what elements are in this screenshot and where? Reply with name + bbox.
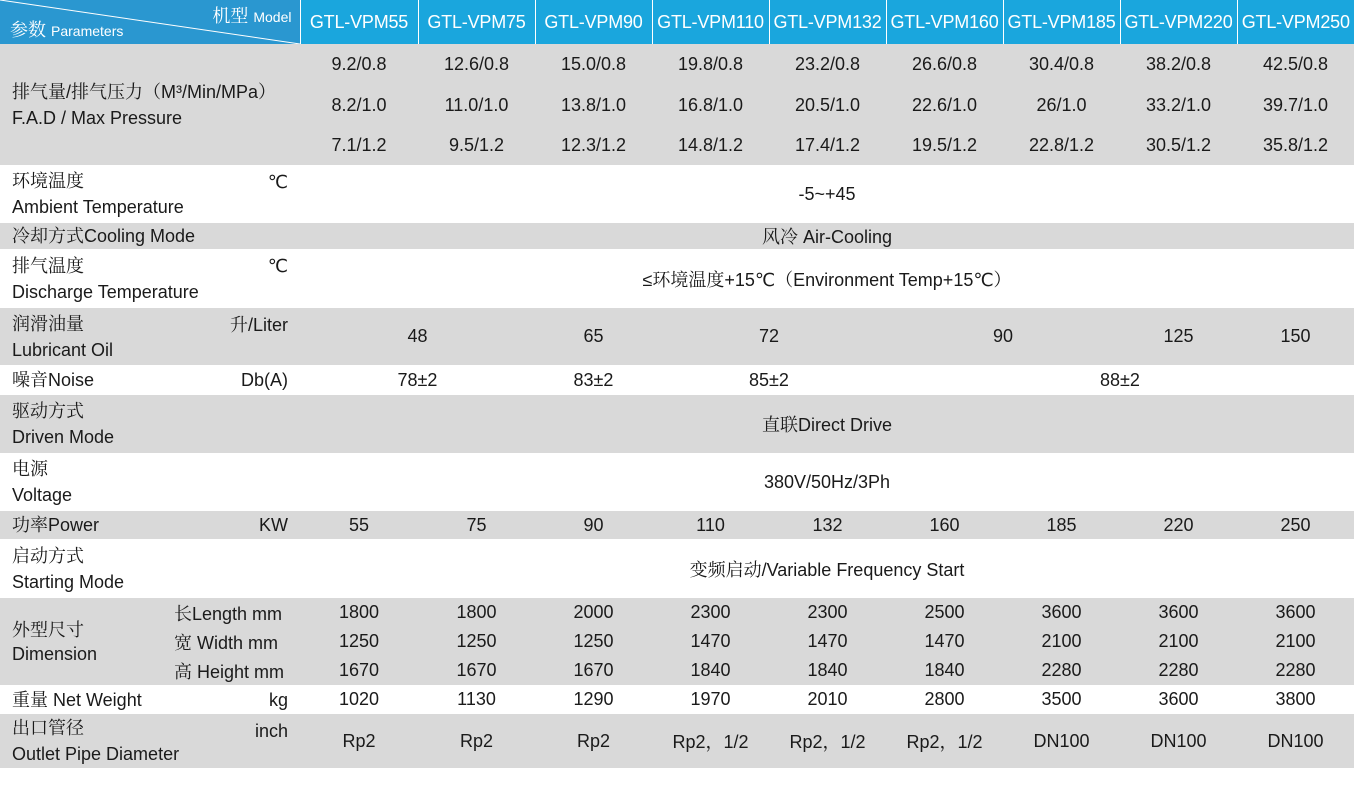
starting-row [0,539,1354,598]
table-cell: 55 [348,514,370,535]
table-cell: 65 [583,326,604,346]
table-cell: 125 [1163,326,1194,346]
table-cell: 2300 [690,602,731,622]
table-cell: 9.2/0.8 [331,54,387,74]
table-cell: 22.8/1.2 [1028,134,1095,155]
table-cell: 风冷 Air-Cooling [761,227,893,247]
table-cell: 1800 [456,602,497,622]
table-cell: 3600 [1158,689,1199,709]
table-cell: 2000 [573,602,614,622]
table-cell: 1250 [456,631,497,651]
table-cell: 2280 [1041,660,1082,680]
table-cell: 3600 [1275,602,1316,622]
table-cell: 1840 [807,660,848,680]
table-cell: ≤环境温度+15℃（Environment Temp+15℃） [642,269,1012,290]
lubricant-row [0,308,1354,365]
table-cell: 2500 [924,602,965,622]
table-cell: 1670 [338,660,380,680]
unit-label: 升/Liter [229,315,288,335]
table-cell: 85±2 [749,369,789,390]
table-cell: 1290 [573,689,614,709]
table-cell: 2010 [807,689,848,709]
table-cell: 15.0/0.8 [560,54,627,74]
table-cell: 16.8/1.0 [677,94,744,115]
table-cell: 3800 [1275,689,1316,709]
noise-label: 噪音Noise Db(A) [0,365,300,395]
table-cell: 2100 [1275,631,1316,651]
table-cell: Rp2，1/2 [906,732,983,752]
unit-label: Db(A) [240,370,288,390]
table-cell: DN100 [1267,730,1324,751]
drive-row [0,395,1354,453]
unit-label: inch [254,721,288,741]
table-cell: 3500 [1041,689,1082,709]
model-col-header: GTL-VPM110 [652,0,769,44]
table-cell: 7.1/1.2 [331,134,387,155]
drive-label: 驱动方式 Driven Mode [12,401,115,447]
header-row [0,0,1354,44]
table-cell: 2280 [1275,660,1316,680]
discharge-row [0,249,1354,308]
table-cell: 132 [812,514,843,535]
table-cell: 直联Direct Drive [761,415,892,435]
table-cell: 1130 [457,689,496,709]
weight-label: 重量 Net Weight kg [0,685,300,714]
power-label: 功率Power KW [0,511,300,539]
table-cell: 38.2/0.8 [1145,54,1212,74]
table-cell: DN100 [1033,730,1090,751]
table-cell: 185 [1046,514,1077,535]
header-corner [0,0,300,44]
table-cell: Rp2 [576,730,611,751]
dimension-label: 外型尺寸 Dimension [0,598,170,685]
table-cell: Rp2，1/2 [672,732,749,752]
unit-label: kg [268,689,288,710]
table-cell: 1470 [924,631,965,651]
table-cell: 26/1.0 [1036,94,1087,115]
table-cell: 1970 [690,689,731,709]
table-cell: 78±2 [397,369,438,390]
starting-label: 启动方式 Starting Mode [12,545,125,592]
table-cell: 220 [1163,514,1194,535]
table-cell: 19.5/1.2 [911,134,978,155]
table-cell: 90 [583,514,604,535]
lubricant-label: 润滑油量 Lubricant Oil 升/Liter [12,313,288,360]
table-cell: 26.6/0.8 [911,54,978,74]
model-header: 机型 Model [212,6,292,26]
model-col-header: GTL-VPM185 [1003,0,1120,44]
discharge-label: 排气温度 Discharge Temperature ℃ [0,249,300,308]
unit-label: KW [259,515,288,535]
table-cell: 160 [929,514,960,535]
weight-row [0,685,1354,714]
table-cell: 11.0/1.0 [444,94,509,115]
voltage-label: 电源 Voltage [12,459,73,505]
dimension-height-label: 高 Height mm [174,661,285,682]
table-cell: 变频启动/Variable Frequency Start [689,559,965,580]
table-cell: 1670 [573,660,614,680]
table-cell: 30.5/1.2 [1145,134,1212,155]
table-cell: -5~+45 [798,183,856,204]
model-col-header: GTL-VPM75 [418,0,535,44]
table-cell: 12.6/0.8 [443,54,510,74]
dimension-length-row [0,598,1354,627]
table-cell: 90 [992,326,1014,346]
table-cell: 1250 [573,631,614,651]
table-cell: 30.4/0.8 [1028,54,1095,74]
table-cell: 2800 [924,689,965,709]
power-row [0,511,1354,539]
table-cell: 1470 [690,631,731,651]
table-cell: 48 [407,326,428,346]
table-cell: 35.8/1.2 [1262,134,1329,155]
model-col-header: GTL-VPM90 [535,0,652,44]
table-cell: 75 [466,514,487,535]
model-col-header: GTL-VPM55 [300,0,418,44]
table-cell: 380V/50Hz/3Ph [763,471,891,492]
table-cell: 110 [696,514,725,535]
table-cell: 83±2 [573,369,614,390]
dimension-width-label: 宽 Width mm [174,632,279,653]
dimension-length-label: 长Length mm [174,603,283,624]
table-cell: 42.5/0.8 [1262,54,1329,74]
outlet-row [0,714,1354,768]
table-cell: 2100 [1041,631,1082,651]
table-cell: 3600 [1158,602,1199,622]
table-cell: 1670 [456,660,497,680]
table-cell: Rp2 [459,730,494,751]
unit-label: ℃ [267,172,288,192]
table-cell: 2100 [1158,631,1199,651]
dimension-width-row [0,627,1354,656]
table-cell: 33.2/1.0 [1145,94,1212,115]
model-col-header: GTL-VPM160 [886,0,1003,44]
table-cell: DN100 [1150,730,1207,751]
unit-label: ℃ [267,256,288,276]
model-col-header: GTL-VPM250 [1237,0,1354,44]
table-cell: Rp2，1/2 [789,732,866,752]
table-cell: 1840 [690,660,731,680]
table-cell: 19.8/0.8 [677,54,744,74]
parameters-header: 参数 Parameters [10,20,124,40]
table-cell: 8.2/1.0 [331,94,387,115]
table-cell: 1470 [807,631,848,651]
table-cell: 1840 [924,660,965,680]
model-col-header: GTL-VPM132 [769,0,886,44]
table-cell: 9.5/1.2 [448,134,505,155]
table-cell: 12.3/1.2 [560,134,627,155]
model-col-header: GTL-VPM220 [1120,0,1237,44]
table-cell: 14.8/1.2 [677,134,744,155]
outlet-label: 出口管径 Outlet Pipe Diameter inch [12,718,288,764]
table-cell: 22.6/1.0 [911,94,978,115]
table-cell: 2300 [807,602,848,622]
table-cell: 88±2 [1100,369,1140,390]
fad-label: 排气量/排气压力（M³/Min/MPa） F.A.D / Max Pressure [0,44,300,165]
table-cell: 17.4/1.2 [794,134,861,155]
table-cell: 150 [1280,326,1311,346]
table-cell: 23.2/0.8 [794,54,861,74]
table-cell: 2280 [1158,660,1199,680]
table-cell: 13.8/1.0 [560,94,627,115]
ambient-row [0,165,1354,223]
fad-row [0,44,1354,85]
table-cell: 3600 [1041,602,1082,622]
table-cell: Rp2 [342,730,376,751]
dimension-height-row [0,656,1354,685]
cooling-label: 冷却方式Cooling Mode [12,226,196,246]
table-cell: 1020 [338,689,380,709]
ambient-label: 环境温度 Ambient Temperature ℃ [12,171,288,217]
voltage-row [0,453,1354,511]
cooling-row [0,223,1354,249]
noise-row [0,365,1354,395]
table-cell: 1800 [338,602,380,622]
table-cell: 250 [1280,514,1311,535]
table-cell: 39.7/1.0 [1262,94,1329,115]
table-cell: 1250 [338,631,380,651]
table-cell: 72 [758,326,780,346]
table-cell: 20.5/1.0 [794,94,861,115]
